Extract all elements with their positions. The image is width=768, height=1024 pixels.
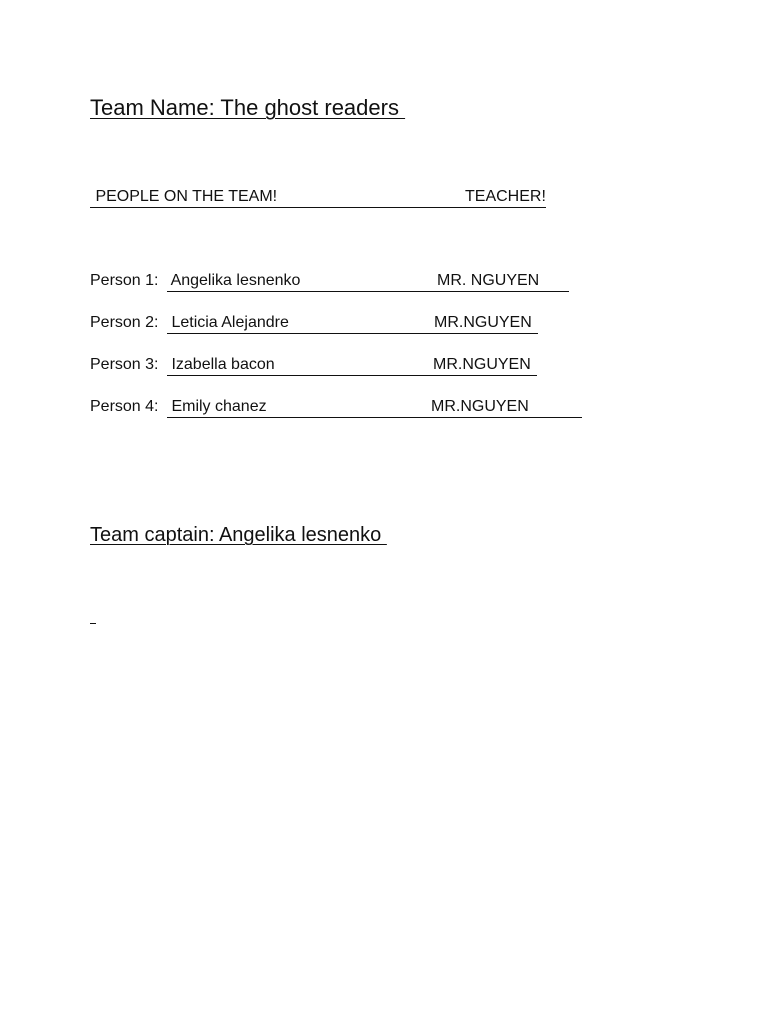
member-label: Person 4: [90, 398, 159, 415]
stray-dash-mark [90, 623, 96, 624]
member-teacher: MR.NGUYEN [434, 314, 532, 331]
team-name-heading: Team Name: The ghost readers [90, 95, 406, 120]
teacher-column-heading: TEACHER! [465, 188, 546, 205]
member-name: Izabella bacon [167, 356, 275, 373]
member-underline [167, 291, 569, 292]
member-teacher: MR.NGUYEN [433, 356, 531, 373]
column-heading-underline [90, 207, 546, 208]
member-label: Person 1: [90, 272, 159, 289]
team-captain-heading: Team captain: Angelika lesnenko [90, 524, 387, 546]
member-teacher: MR. NGUYEN [437, 272, 540, 289]
people-column-heading: PEOPLE ON THE TEAM! [91, 188, 278, 205]
member-teacher: MR.NGUYEN [431, 398, 529, 415]
member-underline [167, 417, 582, 418]
member-name: Emily chanez [167, 398, 267, 415]
member-label: Person 2: [90, 314, 159, 331]
member-label: Person 3: [90, 356, 159, 373]
member-underline [167, 333, 538, 334]
member-name: Leticia Alejandre [167, 314, 289, 331]
member-underline [167, 375, 537, 376]
member-name: Angelika lesnenko [167, 272, 301, 289]
